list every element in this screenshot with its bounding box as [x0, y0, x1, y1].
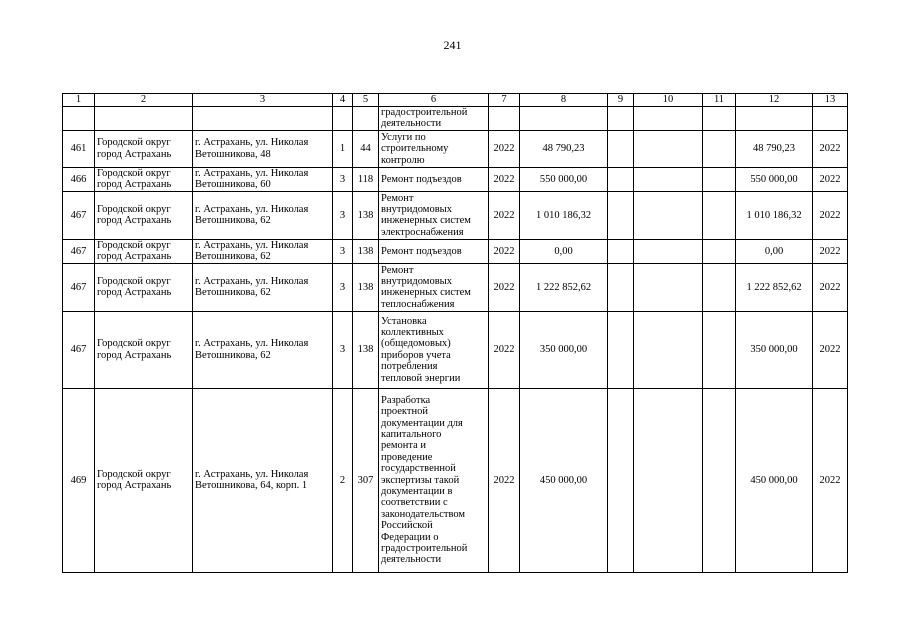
cell-line: Городской округ [97, 275, 171, 287]
cell-object-number: 467 [63, 311, 95, 388]
cell-col9 [608, 191, 634, 239]
cell-year-end [813, 107, 848, 131]
cell-year: 2022 [489, 191, 520, 239]
cell-line: Ремонт подъездов [381, 173, 462, 185]
cell-object-number [63, 107, 95, 131]
cell-col5: 138 [353, 191, 379, 239]
column-header: 13 [813, 94, 848, 107]
cell-object-number: 467 [63, 263, 95, 311]
cell-object-number: 467 [63, 191, 95, 239]
cell-col11 [703, 263, 736, 311]
cell-year-end: 2022 [813, 167, 848, 191]
cell-year-end: 2022 [813, 239, 848, 263]
cell-line: капитального [381, 428, 442, 440]
cell-line: Ветошникова, 48 [195, 148, 271, 160]
cell-cost: 1 010 186,32 [520, 191, 608, 239]
table-row [63, 191, 848, 239]
cell-cost-total: 450 000,00 [736, 388, 813, 572]
cell-col4 [333, 107, 353, 131]
cell-line: г. Астрахань, ул. Николая [195, 338, 309, 350]
cell-line: Ремонт [381, 192, 414, 204]
cell-cost-total: 350 000,00 [736, 311, 813, 388]
cell-line: внутридомовых [381, 203, 452, 215]
cell-address [193, 191, 333, 239]
table-row [63, 107, 848, 131]
cell-line: проектной [381, 406, 428, 418]
cell-address [193, 263, 333, 311]
column-header: 4 [333, 94, 353, 107]
cell-line: Городской округ [97, 338, 171, 350]
cell-cost: 0,00 [520, 239, 608, 263]
cell-work-type [379, 167, 489, 191]
cell-line: город Астрахань [97, 148, 172, 160]
cell-col11 [703, 130, 736, 167]
cell-col5: 44 [353, 130, 379, 167]
cell-cost-total: 550 000,00 [736, 167, 813, 191]
cell-line: Городской округ [97, 203, 171, 215]
cell-line: Услуги по [381, 131, 426, 143]
cell-cost-total: 0,00 [736, 239, 813, 263]
cell-address [193, 311, 333, 388]
cell-col9 [608, 311, 634, 388]
cell-line: Установка [381, 315, 427, 327]
column-header: 7 [489, 94, 520, 107]
cell-year: 2022 [489, 263, 520, 311]
cell-municipality [95, 191, 193, 239]
cell-line: тепловой энергии [381, 372, 461, 384]
cell-col10 [634, 191, 703, 239]
cell-municipality [95, 130, 193, 167]
cell-col9 [608, 388, 634, 572]
cell-line: Ветошникова, 64, корп. 1 [195, 480, 308, 492]
cell-line: г. Астрахань, ул. Николая [195, 239, 309, 251]
cell-line: документации в [381, 486, 453, 498]
cell-municipality [95, 107, 193, 131]
cell-line: экспертизы такой [381, 474, 460, 486]
cell-year: 2022 [489, 311, 520, 388]
cell-line: электроснабжения [381, 226, 464, 238]
cell-col10 [634, 167, 703, 191]
cell-line: г. Астрахань, ул. Николая [195, 203, 309, 215]
cell-col5: 138 [353, 239, 379, 263]
cell-year: 2022 [489, 167, 520, 191]
cell-col4: 3 [333, 167, 353, 191]
cell-line: Разработка [381, 394, 431, 406]
cell-line: государственной [381, 463, 456, 475]
cell-line: город Астрахань [97, 251, 172, 263]
cell-municipality [95, 311, 193, 388]
column-number-row [63, 94, 848, 107]
cell-col10 [634, 311, 703, 388]
cell-cost-total: 48 790,23 [736, 130, 813, 167]
cell-cost: 48 790,23 [520, 130, 608, 167]
cell-cost-total: 1 010 186,32 [736, 191, 813, 239]
cell-line: Городской округ [97, 167, 171, 179]
cell-address [193, 130, 333, 167]
cell-line: г. Астрахань, ул. Николая [195, 275, 309, 287]
cell-object-number: 469 [63, 388, 95, 572]
cell-line: город Астрахань [97, 287, 172, 299]
table-row [63, 311, 848, 388]
cell-col5 [353, 107, 379, 131]
cell-line: градостроительной [381, 107, 468, 118]
cell-line: деятельности [381, 554, 442, 566]
cell-col11 [703, 311, 736, 388]
column-header: 9 [608, 94, 634, 107]
cell-line: г. Астрахань, ул. Николая [195, 137, 309, 149]
cell-col4: 1 [333, 130, 353, 167]
cell-cost-total: 1 222 852,62 [736, 263, 813, 311]
cell-col10 [634, 239, 703, 263]
cell-col5: 138 [353, 311, 379, 388]
cell-cost-total [736, 107, 813, 131]
cell-year-end: 2022 [813, 311, 848, 388]
cell-municipality [95, 167, 193, 191]
cell-address [193, 107, 333, 131]
cell-line: Городской округ [97, 239, 171, 251]
cell-work-type [379, 107, 489, 131]
cell-cost: 1 222 852,62 [520, 263, 608, 311]
cell-line: город Астрахань [97, 480, 172, 492]
cell-year-end: 2022 [813, 388, 848, 572]
cell-cost [520, 107, 608, 131]
cell-line: приборов учета [381, 349, 451, 361]
cell-line: коллективных [381, 327, 444, 338]
cell-line: Российской [381, 520, 433, 532]
cell-col11 [703, 167, 736, 191]
cell-col4: 3 [333, 239, 353, 263]
cell-col5: 138 [353, 263, 379, 311]
cell-col4: 3 [333, 263, 353, 311]
cell-year-end: 2022 [813, 191, 848, 239]
register-table [62, 93, 848, 573]
cell-col11 [703, 239, 736, 263]
cell-line: градостроительной [381, 543, 468, 555]
cell-municipality [95, 239, 193, 263]
cell-address [193, 388, 333, 572]
cell-object-number: 466 [63, 167, 95, 191]
column-header: 11 [703, 94, 736, 107]
cell-line: Городской округ [97, 468, 171, 480]
cell-col11 [703, 388, 736, 572]
cell-work-type [379, 263, 489, 311]
cell-line: Ветошникова, 60 [195, 179, 271, 191]
cell-year [489, 107, 520, 131]
cell-cost: 350 000,00 [520, 311, 608, 388]
cell-cost: 550 000,00 [520, 167, 608, 191]
cell-line: г. Астрахань, ул. Николая [195, 468, 309, 480]
cell-line: (общедомовых) [381, 338, 451, 350]
table-row [63, 167, 848, 191]
cell-line: инженерных систем [381, 215, 471, 227]
cell-line: Городской округ [97, 137, 171, 149]
cell-line: город Астрахань [97, 349, 172, 361]
cell-work-type [379, 239, 489, 263]
cell-line: теплоснабжения [381, 298, 455, 310]
cell-line: г. Астрахань, ул. Николая [195, 167, 309, 179]
cell-col4: 3 [333, 191, 353, 239]
cell-year: 2022 [489, 388, 520, 572]
cell-line: Ремонт [381, 264, 414, 276]
cell-col4: 2 [333, 388, 353, 572]
cell-object-number: 461 [63, 130, 95, 167]
cell-line: контролю [381, 154, 425, 166]
cell-col9 [608, 107, 634, 131]
cell-line: деятельности [381, 118, 442, 130]
column-header: 3 [193, 94, 333, 107]
cell-line: потребления [381, 361, 438, 373]
cell-object-number: 467 [63, 239, 95, 263]
cell-work-type [379, 311, 489, 388]
cell-col10 [634, 107, 703, 131]
register-body [63, 107, 848, 573]
cell-col5: 307 [353, 388, 379, 572]
cell-col11 [703, 191, 736, 239]
cell-work-type [379, 388, 489, 572]
cell-year-end: 2022 [813, 263, 848, 311]
cell-col9 [608, 263, 634, 311]
cell-col10 [634, 263, 703, 311]
cell-line: Федерации о [381, 531, 439, 543]
cell-work-type [379, 191, 489, 239]
cell-address [193, 167, 333, 191]
cell-line: законодательством [381, 508, 466, 520]
column-header: 6 [379, 94, 489, 107]
cell-col9 [608, 130, 634, 167]
cell-line: строительному [381, 143, 449, 155]
cell-year: 2022 [489, 239, 520, 263]
column-header: 12 [736, 94, 813, 107]
cell-line: соответствии с [381, 497, 448, 509]
cell-line: Ветошникова, 62 [195, 215, 271, 227]
cell-line: внутридомовых [381, 275, 452, 287]
table-row [63, 130, 848, 167]
column-header: 5 [353, 94, 379, 107]
cell-line: проведение [381, 451, 433, 463]
table-row [63, 239, 848, 263]
cell-col9 [608, 167, 634, 191]
cell-col9 [608, 239, 634, 263]
cell-work-type [379, 130, 489, 167]
column-header: 10 [634, 94, 703, 107]
cell-line: Ремонт подъездов [381, 245, 462, 257]
cell-line: Ветошникова, 62 [195, 287, 271, 299]
column-header: 2 [95, 94, 193, 107]
cell-col5: 118 [353, 167, 379, 191]
cell-address [193, 239, 333, 263]
column-header: 1 [63, 94, 95, 107]
cell-col10 [634, 388, 703, 572]
cell-municipality [95, 263, 193, 311]
cell-line: Ветошникова, 62 [195, 251, 271, 263]
cell-cost: 450 000,00 [520, 388, 608, 572]
cell-line: инженерных систем [381, 287, 471, 299]
cell-line: город Астрахань [97, 215, 172, 227]
table-row [63, 388, 848, 572]
cell-col4: 3 [333, 311, 353, 388]
cell-line: Ветошникова, 62 [195, 349, 271, 361]
column-header: 8 [520, 94, 608, 107]
cell-line: ремонта и [381, 440, 427, 452]
page-number: 241 [443, 38, 462, 52]
cell-municipality [95, 388, 193, 572]
cell-line: документации для [381, 417, 463, 429]
cell-year: 2022 [489, 130, 520, 167]
cell-year-end: 2022 [813, 130, 848, 167]
cell-line: город Астрахань [97, 179, 172, 191]
cell-col10 [634, 130, 703, 167]
cell-col11 [703, 107, 736, 131]
table-row [63, 263, 848, 311]
